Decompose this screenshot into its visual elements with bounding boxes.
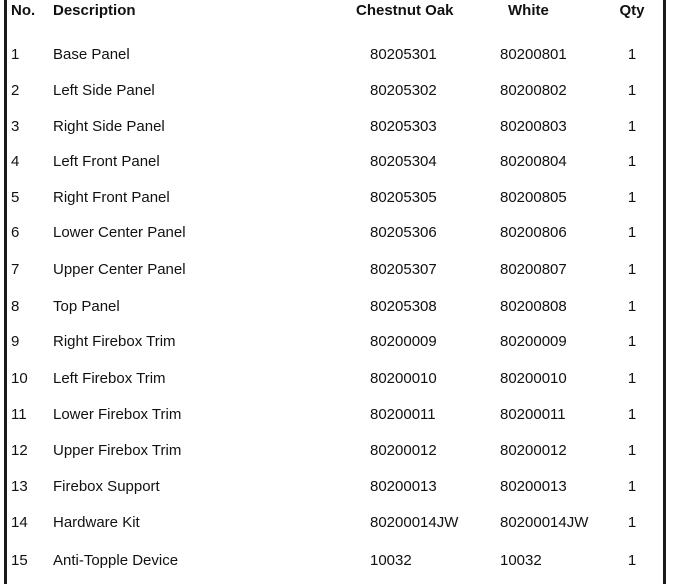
cell-qty: 1 (627, 442, 637, 459)
table-row (0, 552, 690, 576)
cell-white: 80200802 (500, 82, 567, 99)
cell-white: 80200805 (500, 189, 567, 206)
cell-chestnut-oak: 10032 (370, 552, 412, 569)
cell-no: 14 (11, 514, 28, 531)
cell-no: 9 (11, 333, 20, 350)
cell-no: 15 (11, 552, 28, 569)
cell-qty: 1 (627, 370, 637, 387)
cell-description: Left Front Panel (53, 153, 160, 170)
cell-description: Hardware Kit (53, 514, 140, 531)
cell-chestnut-oak: 80205301 (370, 46, 437, 63)
cell-chestnut-oak: 80200009 (370, 333, 437, 350)
table-row (0, 46, 690, 70)
cell-description: Right Front Panel (53, 189, 170, 206)
cell-qty: 1 (627, 552, 637, 569)
table-row (0, 118, 690, 142)
table-row (0, 478, 690, 502)
table-row (0, 333, 690, 357)
cell-chestnut-oak: 80205303 (370, 118, 437, 135)
table-row (0, 261, 690, 285)
cell-no: 8 (11, 298, 20, 315)
cell-white: 80200013 (500, 478, 567, 495)
table-row (0, 406, 690, 430)
cell-white: 80200803 (500, 118, 567, 135)
cell-qty: 1 (627, 189, 637, 206)
table-row (0, 153, 690, 177)
header-white: White (508, 2, 549, 19)
header-description: Description (53, 2, 136, 19)
cell-chestnut-oak: 80200014JW (370, 514, 459, 531)
cell-chestnut-oak: 80200012 (370, 442, 437, 459)
cell-chestnut-oak: 80200013 (370, 478, 437, 495)
cell-white: 80200804 (500, 153, 567, 170)
cell-qty: 1 (627, 153, 637, 170)
header-no: No. (11, 2, 36, 19)
cell-no: 7 (11, 261, 20, 278)
cell-no: 6 (11, 224, 20, 241)
cell-chestnut-oak: 80205308 (370, 298, 437, 315)
cell-chestnut-oak: 80205306 (370, 224, 437, 241)
cell-description: Left Firebox Trim (53, 370, 166, 387)
cell-chestnut-oak: 80205305 (370, 189, 437, 206)
cell-white: 10032 (500, 552, 542, 569)
table-row (0, 82, 690, 106)
cell-no: 12 (11, 442, 28, 459)
cell-qty: 1 (627, 46, 637, 63)
header-chestnut-oak: Chestnut Oak (356, 2, 454, 19)
cell-chestnut-oak: 80200010 (370, 370, 437, 387)
cell-chestnut-oak: 80205304 (370, 153, 437, 170)
cell-description: Lower Firebox Trim (53, 406, 182, 423)
header-qty: Qty (619, 2, 645, 19)
cell-qty: 1 (627, 118, 637, 135)
cell-qty: 1 (627, 333, 637, 350)
cell-white: 80200801 (500, 46, 567, 63)
table-row (0, 224, 690, 248)
cell-description: Right Firebox Trim (53, 333, 176, 350)
cell-description: Right Side Panel (53, 118, 165, 135)
cell-description: Top Panel (53, 298, 120, 315)
cell-description: Upper Firebox Trim (53, 442, 182, 459)
cell-description: Firebox Support (53, 478, 160, 495)
table-row (0, 298, 690, 322)
cell-white: 80200014JW (500, 514, 589, 531)
table-row (0, 514, 690, 538)
cell-no: 1 (11, 46, 20, 63)
cell-white: 80200009 (500, 333, 567, 350)
cell-white: 80200010 (500, 370, 567, 387)
cell-no: 13 (11, 478, 28, 495)
cell-white: 80200807 (500, 261, 567, 278)
cell-description: Lower Center Panel (53, 224, 186, 241)
cell-white: 80200011 (500, 406, 566, 423)
table-row (0, 189, 690, 213)
cell-white: 80200012 (500, 442, 567, 459)
cell-qty: 1 (627, 82, 637, 99)
cell-qty: 1 (627, 478, 637, 495)
cell-no: 4 (11, 153, 20, 170)
cell-white: 80200806 (500, 224, 567, 241)
cell-no: 2 (11, 82, 20, 99)
cell-no: 10 (11, 370, 28, 387)
cell-chestnut-oak: 80205307 (370, 261, 437, 278)
cell-qty: 1 (627, 406, 637, 423)
cell-qty: 1 (627, 261, 637, 278)
table-row (0, 442, 690, 466)
cell-description: Anti-Topple Device (53, 552, 179, 569)
cell-white: 80200808 (500, 298, 567, 315)
cell-qty: 1 (627, 514, 637, 531)
cell-chestnut-oak: 80205302 (370, 82, 437, 99)
cell-description: Left Side Panel (53, 82, 155, 99)
table-row (0, 370, 690, 394)
cell-no: 5 (11, 189, 20, 206)
cell-no: 11 (11, 406, 27, 423)
cell-no: 3 (11, 118, 20, 135)
cell-qty: 1 (627, 224, 637, 241)
cell-qty: 1 (627, 298, 637, 315)
cell-description: Upper Center Panel (53, 261, 186, 278)
cell-description: Base Panel (53, 46, 130, 63)
cell-chestnut-oak: 80200011 (370, 406, 436, 423)
